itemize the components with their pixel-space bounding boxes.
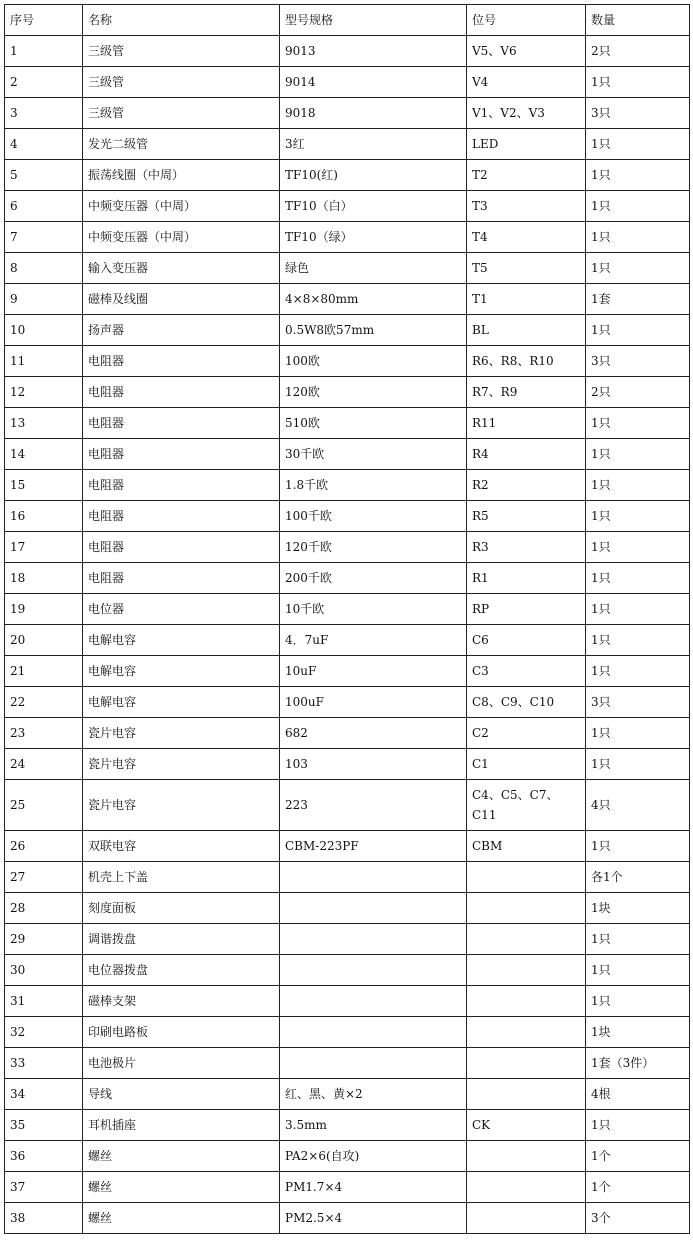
table-row — [5, 129, 690, 160]
cell-index: 1 — [5, 36, 83, 67]
cell-index: 35 — [5, 1110, 83, 1141]
cell-designator: C6 — [467, 625, 586, 656]
table-row — [5, 1017, 690, 1048]
cell-model-spec: 9014 — [280, 67, 467, 98]
cell-model-spec: 4×8×80mm — [280, 284, 467, 315]
table-row — [5, 594, 690, 625]
table-row — [5, 563, 690, 594]
table-row — [5, 1141, 690, 1172]
cell-index: 5 — [5, 160, 83, 191]
cell-index: 11 — [5, 346, 83, 377]
cell-model-spec: 9018 — [280, 98, 467, 129]
table-row — [5, 346, 690, 377]
table-row — [5, 893, 690, 924]
cell-model-spec: 10uF — [280, 656, 467, 687]
table-row — [5, 315, 690, 346]
cell-quantity: 1只 — [586, 439, 690, 470]
cell-designator: R6、R8、R10 — [467, 346, 586, 377]
cell-model-spec — [280, 1017, 467, 1048]
cell-index: 27 — [5, 862, 83, 893]
cell-name: 瓷片电容 — [83, 718, 280, 749]
cell-model-spec: 682 — [280, 718, 467, 749]
cell-designator: BL — [467, 315, 586, 346]
cell-quantity: 1只 — [586, 831, 690, 862]
cell-name: 电阻器 — [83, 470, 280, 501]
cell-model-spec: 10千欧 — [280, 594, 467, 625]
cell-index: 23 — [5, 718, 83, 749]
table-row — [5, 955, 690, 986]
cell-index: 37 — [5, 1172, 83, 1203]
cell-model-spec: 1.8千欧 — [280, 470, 467, 501]
cell-quantity: 3只 — [586, 346, 690, 377]
table-row — [5, 501, 690, 532]
cell-name: 中频变压器（中周） — [83, 222, 280, 253]
cell-designator: R5 — [467, 501, 586, 532]
cell-model-spec: 120欧 — [280, 377, 467, 408]
cell-index: 8 — [5, 253, 83, 284]
table-row — [5, 160, 690, 191]
cell-index: 7 — [5, 222, 83, 253]
cell-designator: R3 — [467, 532, 586, 563]
cell-name: 瓷片电容 — [83, 749, 280, 780]
cell-name: 电解电容 — [83, 656, 280, 687]
table-row — [5, 470, 690, 501]
cell-name: 电阻器 — [83, 377, 280, 408]
cell-name: 电阻器 — [83, 408, 280, 439]
cell-quantity: 1只 — [586, 594, 690, 625]
cell-name: 磁棒及线圈 — [83, 284, 280, 315]
cell-designator: R2 — [467, 470, 586, 501]
cell-designator — [467, 924, 586, 955]
cell-designator: V4 — [467, 67, 586, 98]
cell-name: 电位器 — [83, 594, 280, 625]
cell-name: 螺丝 — [83, 1141, 280, 1172]
cell-designator — [467, 1172, 586, 1203]
table-row — [5, 98, 690, 129]
cell-model-spec — [280, 893, 467, 924]
cell-model-spec: 0.5W8欧57mm — [280, 315, 467, 346]
table-body — [5, 36, 690, 1234]
cell-index: 18 — [5, 563, 83, 594]
cell-index: 20 — [5, 625, 83, 656]
cell-index: 34 — [5, 1079, 83, 1110]
cell-quantity: 1只 — [586, 315, 690, 346]
cell-name: 振荡线圈（中周） — [83, 160, 280, 191]
cell-quantity: 1只 — [586, 160, 690, 191]
cell-index: 38 — [5, 1203, 83, 1234]
cell-model-spec: PM1.7×4 — [280, 1172, 467, 1203]
cell-designator: V1、V2、V3 — [467, 98, 586, 129]
table-row — [5, 253, 690, 284]
cell-model-spec — [280, 924, 467, 955]
cell-index: 21 — [5, 656, 83, 687]
table-row — [5, 191, 690, 222]
cell-designator: C8、C9、C10 — [467, 687, 586, 718]
cell-name: 扬声器 — [83, 315, 280, 346]
header-name: 名称 — [83, 5, 280, 36]
cell-name: 刻度面板 — [83, 893, 280, 924]
header-row — [5, 5, 690, 36]
cell-designator: CK — [467, 1110, 586, 1141]
cell-name: 机壳上下盖 — [83, 862, 280, 893]
header-index: 序号 — [5, 5, 83, 36]
cell-quantity: 1块 — [586, 893, 690, 924]
cell-name: 导线 — [83, 1079, 280, 1110]
cell-designator — [467, 1203, 586, 1234]
cell-designator: C4、C5、C7、C11 — [467, 780, 586, 831]
cell-quantity: 4只 — [586, 780, 690, 831]
cell-index: 30 — [5, 955, 83, 986]
cell-quantity: 1只 — [586, 718, 690, 749]
cell-name: 电解电容 — [83, 687, 280, 718]
cell-name: 瓷片电容 — [83, 780, 280, 831]
cell-quantity: 1只 — [586, 253, 690, 284]
cell-model-spec: 100千欧 — [280, 501, 467, 532]
cell-quantity: 3只 — [586, 687, 690, 718]
cell-name: 电阻器 — [83, 346, 280, 377]
cell-quantity: 1只 — [586, 129, 690, 160]
cell-model-spec — [280, 1048, 467, 1079]
cell-quantity: 各1个 — [586, 862, 690, 893]
cell-name: 电解电容 — [83, 625, 280, 656]
cell-quantity: 2只 — [586, 377, 690, 408]
cell-name: 三级管 — [83, 67, 280, 98]
cell-index: 28 — [5, 893, 83, 924]
cell-quantity: 1只 — [586, 408, 690, 439]
cell-quantity: 1只 — [586, 67, 690, 98]
cell-designator: R4 — [467, 439, 586, 470]
table-row — [5, 67, 690, 98]
header-model-spec: 型号规格 — [280, 5, 467, 36]
table-row — [5, 780, 690, 831]
cell-name: 螺丝 — [83, 1203, 280, 1234]
cell-designator: R7、R9 — [467, 377, 586, 408]
cell-model-spec: TF10(红) — [280, 160, 467, 191]
cell-quantity: 1只 — [586, 749, 690, 780]
cell-designator — [467, 1017, 586, 1048]
table-row — [5, 862, 690, 893]
header-designator: 位号 — [467, 5, 586, 36]
table-row — [5, 831, 690, 862]
cell-name: 电位器拨盘 — [83, 955, 280, 986]
cell-designator: C1 — [467, 749, 586, 780]
cell-designator — [467, 862, 586, 893]
cell-designator: C2 — [467, 718, 586, 749]
cell-index: 29 — [5, 924, 83, 955]
cell-designator — [467, 893, 586, 924]
cell-designator — [467, 1141, 586, 1172]
cell-index: 14 — [5, 439, 83, 470]
cell-index: 36 — [5, 1141, 83, 1172]
cell-designator: V5、V6 — [467, 36, 586, 67]
cell-name: 三级管 — [83, 98, 280, 129]
cell-quantity: 3只 — [586, 98, 690, 129]
cell-quantity: 1只 — [586, 501, 690, 532]
cell-model-spec: 510欧 — [280, 408, 467, 439]
cell-designator: T4 — [467, 222, 586, 253]
cell-index: 17 — [5, 532, 83, 563]
table-row — [5, 1203, 690, 1234]
table-row — [5, 36, 690, 67]
cell-index: 24 — [5, 749, 83, 780]
cell-index: 31 — [5, 986, 83, 1017]
cell-model-spec — [280, 986, 467, 1017]
cell-quantity: 2只 — [586, 36, 690, 67]
cell-index: 32 — [5, 1017, 83, 1048]
cell-name: 中频变压器（中周） — [83, 191, 280, 222]
cell-quantity: 1个 — [586, 1172, 690, 1203]
cell-quantity: 1只 — [586, 625, 690, 656]
cell-name: 印刷电路板 — [83, 1017, 280, 1048]
cell-index: 26 — [5, 831, 83, 862]
cell-designator: R1 — [467, 563, 586, 594]
cell-index: 6 — [5, 191, 83, 222]
table-row — [5, 1079, 690, 1110]
cell-designator: T5 — [467, 253, 586, 284]
cell-name: 三级管 — [83, 36, 280, 67]
cell-quantity: 1只 — [586, 191, 690, 222]
cell-model-spec: 103 — [280, 749, 467, 780]
cell-quantity: 1只 — [586, 955, 690, 986]
table-row — [5, 687, 690, 718]
cell-index: 3 — [5, 98, 83, 129]
table-row — [5, 222, 690, 253]
cell-designator: T2 — [467, 160, 586, 191]
cell-index: 13 — [5, 408, 83, 439]
cell-index: 10 — [5, 315, 83, 346]
cell-model-spec: 3.5mm — [280, 1110, 467, 1141]
cell-designator: T3 — [467, 191, 586, 222]
cell-quantity: 1只 — [586, 222, 690, 253]
cell-name: 电阻器 — [83, 439, 280, 470]
cell-index: 4 — [5, 129, 83, 160]
cell-quantity: 1只 — [586, 532, 690, 563]
cell-designator: R11 — [467, 408, 586, 439]
cell-name: 螺丝 — [83, 1172, 280, 1203]
cell-index: 25 — [5, 780, 83, 831]
cell-name: 双联电容 — [83, 831, 280, 862]
cell-model-spec: 绿色 — [280, 253, 467, 284]
table-row — [5, 749, 690, 780]
cell-model-spec: 200千欧 — [280, 563, 467, 594]
cell-model-spec — [280, 862, 467, 893]
cell-quantity: 1只 — [586, 986, 690, 1017]
table-row — [5, 1172, 690, 1203]
table-row — [5, 656, 690, 687]
cell-model-spec: PA2×6(自攻) — [280, 1141, 467, 1172]
parts-list-table — [4, 4, 690, 1234]
cell-name: 磁棒支架 — [83, 986, 280, 1017]
cell-designator: C3 — [467, 656, 586, 687]
cell-name: 电阻器 — [83, 501, 280, 532]
cell-designator — [467, 1079, 586, 1110]
cell-quantity: 1套（3件） — [586, 1048, 690, 1079]
cell-name: 电阻器 — [83, 532, 280, 563]
cell-quantity: 1只 — [586, 924, 690, 955]
cell-model-spec: 100uF — [280, 687, 467, 718]
cell-name: 电池极片 — [83, 1048, 280, 1079]
table-row — [5, 377, 690, 408]
cell-index: 9 — [5, 284, 83, 315]
cell-index: 2 — [5, 67, 83, 98]
cell-name: 耳机插座 — [83, 1110, 280, 1141]
table-row — [5, 1048, 690, 1079]
cell-model-spec: TF10（白） — [280, 191, 467, 222]
cell-model-spec — [280, 955, 467, 986]
cell-name: 发光二级管 — [83, 129, 280, 160]
table-row — [5, 284, 690, 315]
cell-model-spec: PM2.5×4 — [280, 1203, 467, 1234]
cell-index: 22 — [5, 687, 83, 718]
cell-quantity: 1只 — [586, 656, 690, 687]
table-row — [5, 532, 690, 563]
table-row — [5, 986, 690, 1017]
table-row — [5, 625, 690, 656]
cell-model-spec: 9013 — [280, 36, 467, 67]
table-row — [5, 718, 690, 749]
cell-quantity: 4根 — [586, 1079, 690, 1110]
cell-designator — [467, 1048, 586, 1079]
cell-index: 16 — [5, 501, 83, 532]
table-row — [5, 439, 690, 470]
table-row — [5, 1110, 690, 1141]
cell-index: 15 — [5, 470, 83, 501]
cell-designator — [467, 955, 586, 986]
cell-model-spec: 30千欧 — [280, 439, 467, 470]
cell-designator — [467, 986, 586, 1017]
cell-name: 输入变压器 — [83, 253, 280, 284]
cell-model-spec: 3红 — [280, 129, 467, 160]
cell-quantity: 1块 — [586, 1017, 690, 1048]
cell-quantity: 1只 — [586, 563, 690, 594]
cell-model-spec: TF10（绿） — [280, 222, 467, 253]
cell-designator: CBM — [467, 831, 586, 862]
cell-designator: T1 — [467, 284, 586, 315]
cell-designator: RP — [467, 594, 586, 625]
cell-quantity: 1只 — [586, 470, 690, 501]
cell-model-spec: 223 — [280, 780, 467, 831]
cell-model-spec: 4．7uF — [280, 625, 467, 656]
cell-model-spec: CBM-223PF — [280, 831, 467, 862]
header-quantity: 数量 — [586, 5, 690, 36]
table-header — [5, 5, 690, 36]
cell-index: 12 — [5, 377, 83, 408]
cell-designator: LED — [467, 129, 586, 160]
table-row — [5, 924, 690, 955]
cell-name: 电阻器 — [83, 563, 280, 594]
cell-quantity: 1个 — [586, 1141, 690, 1172]
table-row — [5, 408, 690, 439]
cell-model-spec: 100欧 — [280, 346, 467, 377]
cell-quantity: 1套 — [586, 284, 690, 315]
cell-model-spec: 120千欧 — [280, 532, 467, 563]
cell-index: 19 — [5, 594, 83, 625]
cell-index: 33 — [5, 1048, 83, 1079]
cell-quantity: 1只 — [586, 1110, 690, 1141]
cell-model-spec: 红、黑、黄×2 — [280, 1079, 467, 1110]
cell-name: 调谐拨盘 — [83, 924, 280, 955]
cell-quantity: 3个 — [586, 1203, 690, 1234]
